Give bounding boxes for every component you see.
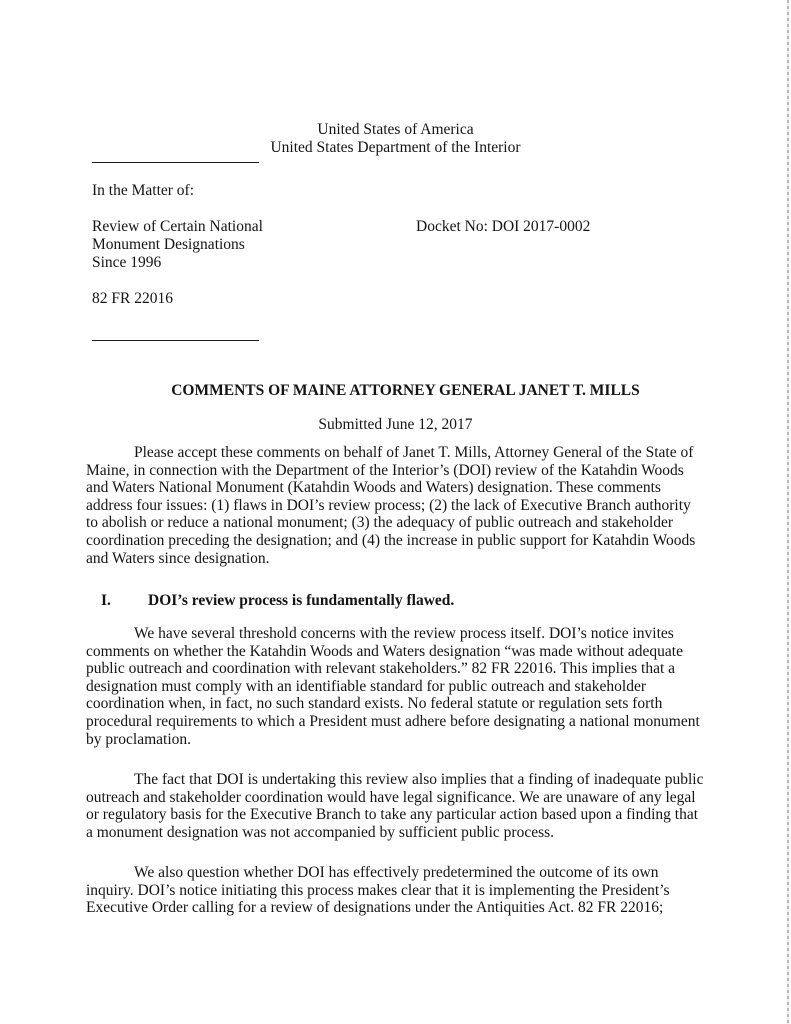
intro-text: Please accept these comments on behalf of Janet T. Mills, Attorney General of the State of Maine, in connection with the Department of the Interior’s (DOI) review of the Katahdin Woods and Waters National Monument (Katahdin Woods and Waters) designation. These comments address four issues: (1) flaws in DOI’s review process; (2) the lack of Executive Branch authority to abolish or reduce a national monument; (3) the adequacy of public outreach and stakeholder coordination preceding the designation; and (4) the increase in public support for Katahdin Woods and Waters since designation. [86,444,696,567]
paragraph-text: We have several threshold concerns with the review process itself. DOI’s notice invites comments on whether the Katahdin Woods and Waters designation “was made without adequate public outreach and coordination with relevant stakeholders.” 82 FR 22016. This implies that a designation must comply with an identifiable standard for public outreach and stakeholder coordination when, in fact, no such standard exists. No federal statute or regulation sets forth procedural requirements to which a President must adhere before designating a national monument by proclamation. [86,625,700,748]
section-heading [86,592,454,610]
paragraph-text: The fact that DOI is undertaking this review also implies that a finding of inadequate public outreach and stakeholder coordination would have legal significance. We are unaware of any legal or regulatory basis for the Executive Branch to take any particular action based upon a finding that a monument designation was not accompanied by sufficient public process. [86,771,704,841]
header-department: United States Department of the Interior [270,139,521,156]
submitted-date: Submitted June 12, 2017 [318,416,473,433]
section-paragraph-3 [86,864,706,917]
docket-number: Docket No: DOI 2017-0002 [416,218,591,235]
caption-rule-bottom [92,340,259,341]
subject-line-3: Since 1996 [92,254,162,271]
caption-rule-top [92,162,259,163]
section-paragraph-1 [86,625,706,748]
intro-paragraph [86,444,706,567]
fr-citation: 82 FR 22016 [92,290,173,307]
matter-label: In the Matter of: [92,182,195,199]
section-number: I. [101,592,111,609]
section-paragraph-2 [86,771,706,841]
document-title: COMMENTS OF MAINE ATTORNEY GENERAL JANET T. MILLS [171,382,640,399]
section-title: DOI’s review process is fundamentally flawed. [148,592,455,609]
subject-line-2: Monument Designations [92,236,245,253]
header-country: United States of America [317,121,474,138]
paragraph-text: We also question whether DOI has effectively predetermined the outcome of its own inquiry. DOI’s notice initiating this process makes clear that it is implementing the President’s Executive Order calling for a review of designations under the Antiquities Act. 82 FR 22016; [86,864,670,917]
subject-line-1: Review of Certain National [92,218,263,235]
